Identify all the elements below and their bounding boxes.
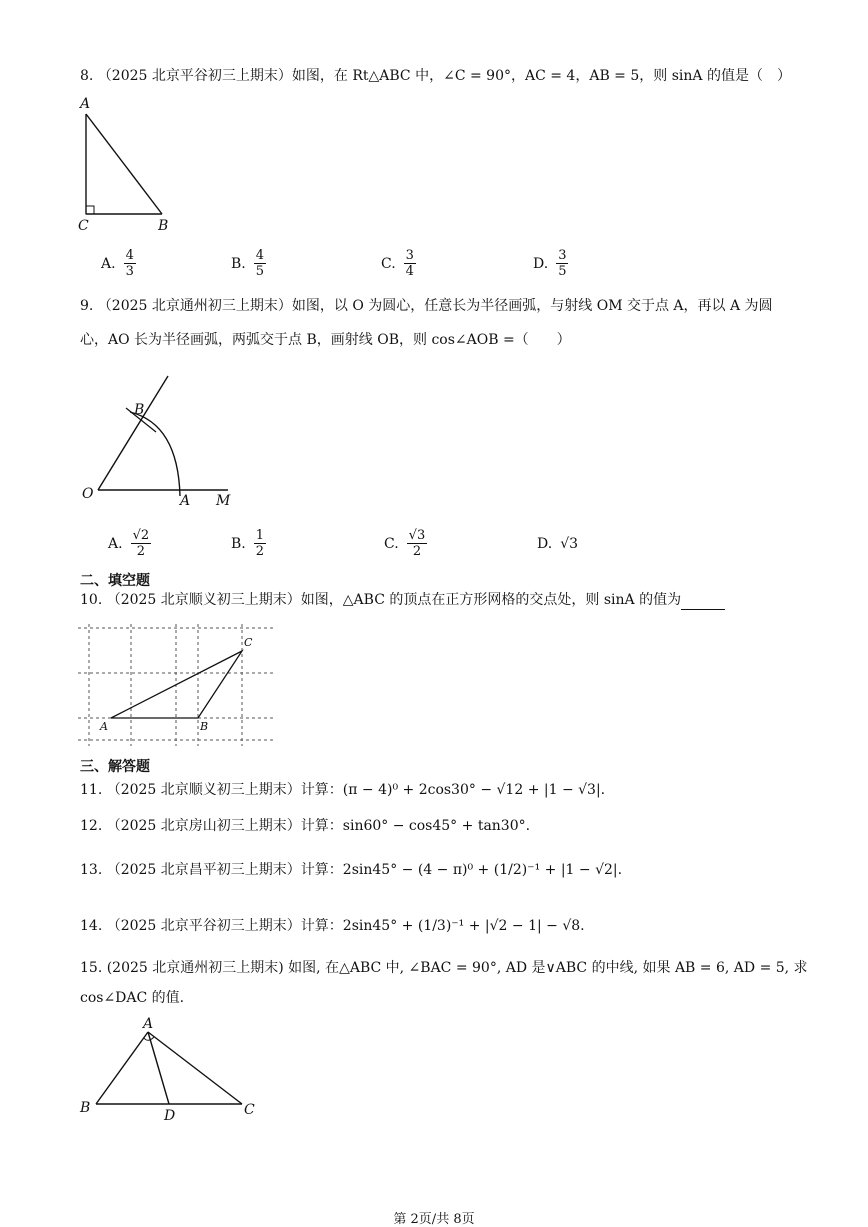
question-10-text: 10. （2025 北京顺义初三上期末）如图，△ABC 的顶点在正方形网格的交点处，则 sinA 的值为 <box>80 592 682 608</box>
question-13: 13. （2025 北京昌平初三上期末）计算：2sin45° − (4 − π)⁰ + (1/2)⁻¹ + |1 − √2|. <box>80 862 623 878</box>
section-solve-title: 三、解答题 <box>80 759 150 775</box>
question-15-line2: cos∠DAC 的值. <box>80 990 185 1006</box>
q15-label-d: D <box>164 1108 176 1124</box>
q9-choice-b[interactable]: B. $\frac{1}{2}$ <box>231 528 265 559</box>
answer-blank[interactable] <box>681 595 725 610</box>
q9-choice-a[interactable]: A. $\frac{√2}{2}$ <box>108 528 150 559</box>
q8-right-triangle-figure <box>76 96 176 236</box>
q15-triangle-figure <box>78 1016 268 1126</box>
question-15-line1: 15. (2025 北京通州初三上期末) 如图, 在△ABC 中, ∠BAC = 90°, AD 是∨ABC 的中线, 如果 AB = 6, AD = 5, 求 <box>80 960 808 976</box>
question-9-stem-line2: 心，AO 长为半径画弧，两弧交于点 B，画射线 OB，则 cos∠AOB =（ ） <box>80 332 571 348</box>
q9-construction-figure <box>80 372 250 512</box>
q9-choice-d[interactable]: D. √3 <box>537 536 579 552</box>
q10-label-b: B <box>200 720 209 733</box>
question-11: 11. （2025 北京顺义初三上期末）计算：(π − 4)⁰ + 2cos30° − √12 + |1 − √3|. <box>80 782 606 798</box>
page-number-footer: 第 2页/共 8页 <box>393 1212 475 1227</box>
q8-choice-b[interactable]: B. $\frac{4}{5}$ <box>231 248 265 279</box>
q10-label-c: C <box>244 636 253 649</box>
q9-choice-c[interactable]: C. $\frac{√3}{2}$ <box>384 528 426 559</box>
q8-label-b: B <box>158 218 169 234</box>
q8-choice-c[interactable]: C. $\frac{3}{4}$ <box>381 248 414 279</box>
question-12: 12. （2025 北京房山初三上期末）计算：sin60° − cos45° + tan30°. <box>80 818 531 834</box>
q15-label-a: A <box>143 1016 154 1032</box>
q9-label-o: O <box>82 486 94 502</box>
q10-grid-triangle-figure <box>78 624 278 746</box>
question-14: 14. （2025 北京平谷初三上期末）计算：2sin45° + (1/3)⁻¹ + |√2 − 1| − √8. <box>80 918 585 934</box>
q15-label-b: B <box>80 1100 91 1116</box>
q8-label-a: A <box>80 96 91 112</box>
question-9-stem-line1: 9. （2025 北京通州初三上期末）如图，以 O 为圆心，任意长为半径画弧，与射线 OM 交于点 A，再以 A 为圆 <box>80 298 773 314</box>
q15-label-c: C <box>244 1102 255 1118</box>
question-10-stem <box>80 590 725 610</box>
q9-label-b: B <box>134 402 145 418</box>
question-8-stem: 8. （2025 北京平谷初三上期末）如图，在 Rt△ABC 中，∠C = 90°，AC = 4，AB = 5，则 sinA 的值是（ ） <box>80 68 791 84</box>
q8-choice-d[interactable]: D. $\frac{3}{5}$ <box>533 248 567 279</box>
q10-label-a: A <box>100 720 108 733</box>
q8-label-c: C <box>78 218 89 234</box>
q8-choice-a[interactable]: A. $\frac{4}{3}$ <box>101 248 134 279</box>
section-fill-in-title: 二、填空题 <box>80 573 150 589</box>
q9-label-a: A <box>180 493 191 509</box>
q9-label-m: M <box>216 493 231 509</box>
